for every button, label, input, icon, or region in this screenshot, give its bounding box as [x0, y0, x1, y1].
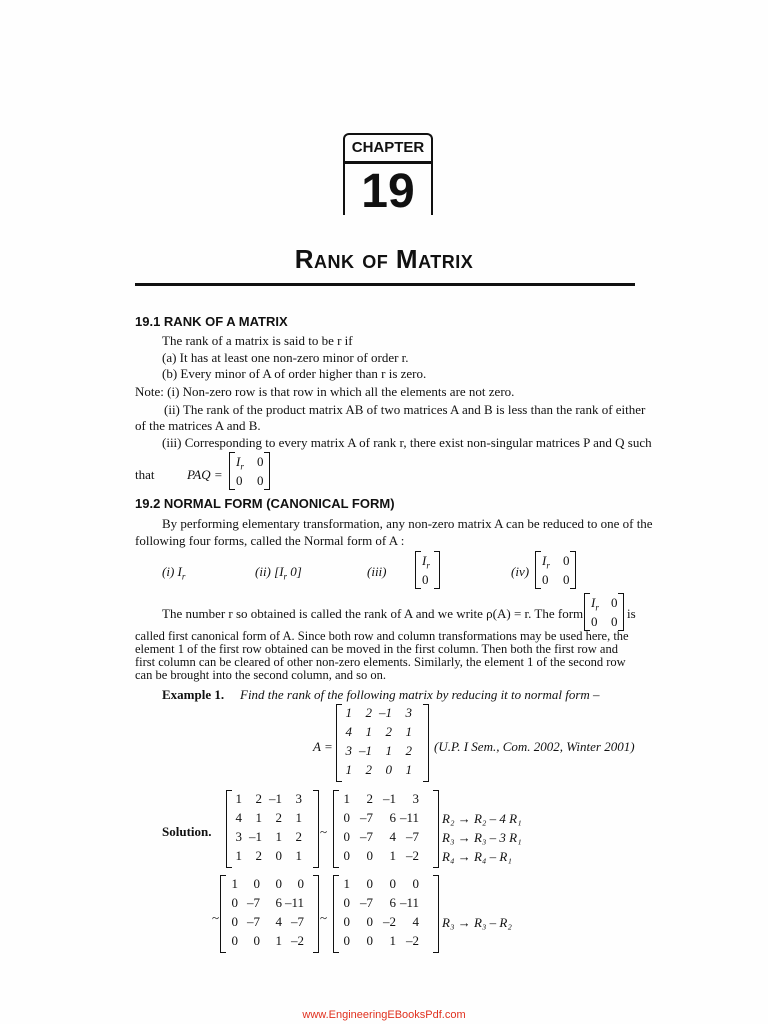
matrix-cell: –7	[291, 914, 304, 929]
matrix-cell: –1	[359, 743, 372, 758]
matrix-cell: 1	[235, 791, 242, 806]
matrix-cell: 3	[345, 743, 352, 758]
matrix-cell: 0	[542, 572, 549, 587]
matrix-cell: 1	[345, 705, 352, 720]
matrix-cell: 2	[275, 810, 282, 825]
that-word: that	[135, 467, 155, 482]
matrix-cell: 0	[611, 614, 618, 629]
matrix-cell: $I_r$	[236, 454, 244, 472]
matrix-cell: –7	[247, 914, 260, 929]
matrix-cell: 0	[231, 933, 238, 948]
matrix-cell: 1	[295, 810, 302, 825]
matrix-cell: 0	[343, 810, 350, 825]
matrix-cell: 0	[366, 876, 373, 891]
matrix-cell: 0	[366, 914, 373, 929]
matrix-cell: 0	[253, 933, 260, 948]
matrix-cell: –2	[406, 933, 419, 948]
matrix-cell: –11	[399, 895, 419, 910]
matrix-cell: 0	[343, 933, 350, 948]
matrix-cell: 3	[412, 791, 419, 806]
matrix-cell: 1	[275, 933, 282, 948]
matrix-cell: 0	[231, 895, 238, 910]
matrix-cell: 0	[257, 454, 264, 469]
paq-eq: PAQ =	[187, 467, 223, 482]
bracket-right	[433, 875, 439, 953]
matrix-cell: 1	[405, 762, 412, 777]
matrix-cell: 0	[275, 848, 282, 863]
form-iii: (iii)	[367, 564, 387, 579]
matrix-cell: 1	[231, 876, 238, 891]
matrix-cell: –2	[383, 914, 396, 929]
matrix-cell: $I_r$	[422, 553, 430, 571]
matrix-cell: 6	[389, 895, 396, 910]
matrix-cell: 0	[412, 876, 419, 891]
bracket-right	[313, 790, 319, 868]
sec2-p6: first column can be cleared of other non-zero elements. Similarly, the element 1 of the second row	[135, 655, 626, 669]
bracket-left	[584, 593, 590, 631]
sec2-p7: can be brought into the second column, and so on.	[135, 668, 386, 682]
matrix-cell: 0	[366, 848, 373, 863]
note-iii: (iii) Corresponding to every matrix A of rank r, there exist non-singular matrices P and Q such	[162, 435, 652, 450]
matrix-cell: 4	[275, 914, 282, 929]
matrix-cell: –7	[360, 810, 373, 825]
title-rule	[135, 283, 635, 286]
matrix-cell: 2	[385, 724, 392, 739]
sec1-item-b: (b) Every minor of A of order higher than r is zero.	[162, 366, 427, 381]
matrix-cell: –11	[399, 810, 419, 825]
matrix-cell: –7	[247, 895, 260, 910]
matrix-cell: 1	[235, 848, 242, 863]
matrix-cell: 0	[343, 829, 350, 844]
matrix-cell: 0	[563, 572, 570, 587]
tilde: ~	[320, 910, 328, 925]
tilde: ~	[212, 910, 220, 925]
bracket-right	[313, 875, 319, 953]
sec2-p3: The number r so obtained is called the rank of A and we write ρ(A) = r. The form	[162, 606, 584, 621]
matrix-cell: 1	[389, 933, 396, 948]
matrix-cell: 1	[255, 810, 262, 825]
note-i: Note: (i) Non-zero row is that row in which all the elements are not zero.	[135, 384, 515, 399]
bracket-left	[229, 452, 235, 490]
matrix-cell: –2	[291, 933, 304, 948]
matrix-cell: 0	[563, 553, 570, 568]
matrix-cell: –1	[379, 705, 392, 720]
matrix-cell: –1	[383, 791, 396, 806]
chapter-label: CHAPTER	[351, 139, 425, 156]
matrix-cell: 0	[297, 876, 304, 891]
matrix-cell: 3	[405, 705, 412, 720]
sec2-p2: following four forms, called the Normal form of A :	[135, 533, 405, 548]
row-op: R₃ → R₃ – R₂	[442, 915, 512, 930]
matrix-cell: 6	[389, 810, 396, 825]
matrix-cell: 4	[345, 724, 352, 739]
matrix-cell: 0	[611, 595, 618, 610]
section-heading-2: 19.2 NORMAL FORM (CANONICAL FORM)	[135, 496, 395, 511]
bracket-right	[618, 593, 624, 631]
matrix-cell: 0	[343, 914, 350, 929]
matrix-cell: 0	[422, 572, 429, 587]
matrix-cell: 1	[405, 724, 412, 739]
matrix-cell: 0	[231, 914, 238, 929]
matrix-cell: 2	[365, 705, 372, 720]
matrix-cell: 3	[235, 829, 242, 844]
matrix-cell: 2	[366, 791, 373, 806]
sec1-intro: The rank of a matrix is said to be r if	[162, 333, 353, 348]
matrix-cell: 1	[389, 848, 396, 863]
sec2-p1: By performing elementary transformation, any non-zero matrix A can be reduced to one of the	[162, 516, 653, 531]
form-ii: (ii) [$I_r$ 0]	[255, 564, 302, 582]
matrix-cell: 2	[365, 762, 372, 777]
chapter-title: Rank of Matrix	[294, 244, 474, 274]
bracket-right	[264, 452, 270, 490]
matrix-cell: 2	[405, 743, 412, 758]
matrix-cell: 0	[385, 762, 392, 777]
tilde: ~	[320, 824, 328, 839]
matrix-cell: 1	[343, 791, 350, 806]
example-source: (U.P. I Sem., Com. 2002, Winter 2001)	[434, 739, 635, 754]
solution-label: Solution.	[162, 824, 212, 839]
matrix-cell: 0	[366, 933, 373, 948]
example-text: Find the rank of the following matrix by reducing it to normal form –	[240, 687, 600, 702]
matrix-cell: 1	[343, 876, 350, 891]
matrix-cell: 4	[412, 914, 419, 929]
form-iv: (iv)	[511, 564, 530, 579]
note-ii-line1: (ii) The rank of the product matrix AB of two matrices A and B is less than the rank of either	[164, 402, 646, 417]
matrix-cell: –11	[284, 895, 304, 910]
bracket-right	[434, 551, 440, 589]
footer-url[interactable]: www.EngineeringEBooksPdf.com	[302, 1009, 466, 1021]
row-op: R₃ → R₃ – 3 R₁	[442, 830, 522, 845]
matrix-A-label: A =	[313, 739, 333, 754]
bracket-right	[423, 704, 429, 782]
row-op: R₄ → R₄ – R₁	[442, 849, 512, 864]
sec1-item-a: (a) It has at least one non-zero minor of order r.	[162, 350, 409, 365]
matrix-cell: 0	[236, 473, 243, 488]
matrix-cell: –7	[406, 829, 419, 844]
matrix-cell: 1	[275, 829, 282, 844]
bracket-right	[570, 551, 576, 589]
matrix-cell: 4	[235, 810, 242, 825]
example-label: Example 1.	[162, 687, 225, 702]
matrix-cell: 0	[343, 848, 350, 863]
section-heading-1: 19.1 RANK OF A MATRIX	[135, 314, 288, 329]
chapter-number: 19	[361, 165, 415, 218]
matrix-cell: 0	[343, 895, 350, 910]
matrix-cell: 2	[255, 791, 262, 806]
matrix-cell: 0	[591, 614, 598, 629]
matrix-cell: 1	[345, 762, 352, 777]
row-op: R₂ → R₂ – 4 R₁	[442, 811, 522, 826]
sec2-p4: called first canonical form of A. Since both row and column transformations may be used here, the	[135, 629, 629, 643]
bracket-right	[433, 790, 439, 868]
form-i: (i) $I_r$	[162, 564, 186, 582]
matrix-cell: 1	[295, 848, 302, 863]
matrix-cell: 2	[255, 848, 262, 863]
matrix-cell: 6	[275, 895, 282, 910]
matrix-cell: 1	[385, 743, 392, 758]
note-ii-line2: of the matrices A and B.	[135, 418, 261, 433]
matrix-cell: –1	[269, 791, 282, 806]
matrix-cell: 4	[389, 829, 396, 844]
matrix-cell: 0	[389, 876, 396, 891]
matrix-cell: –2	[406, 848, 419, 863]
sec2-p5: element 1 of the first row obtained can be moved in the first column. Then both the first row and	[135, 642, 618, 656]
matrix-cell: $I_r$	[542, 553, 550, 571]
matrix-cell: 1	[365, 724, 372, 739]
sec2-p3-is: is	[627, 606, 636, 621]
bracket-left	[535, 551, 541, 589]
matrix-cell: $I_r$	[591, 595, 599, 613]
matrix-cell: 0	[253, 876, 260, 891]
matrix-cell: 0	[257, 473, 264, 488]
matrix-cell: –7	[360, 829, 373, 844]
matrix-cell: –1	[249, 829, 262, 844]
bracket-left	[415, 551, 421, 589]
matrix-cell: –7	[360, 895, 373, 910]
matrix-cell: 2	[295, 829, 302, 844]
matrix-cell: 3	[295, 791, 302, 806]
matrix-cell: 0	[275, 876, 282, 891]
